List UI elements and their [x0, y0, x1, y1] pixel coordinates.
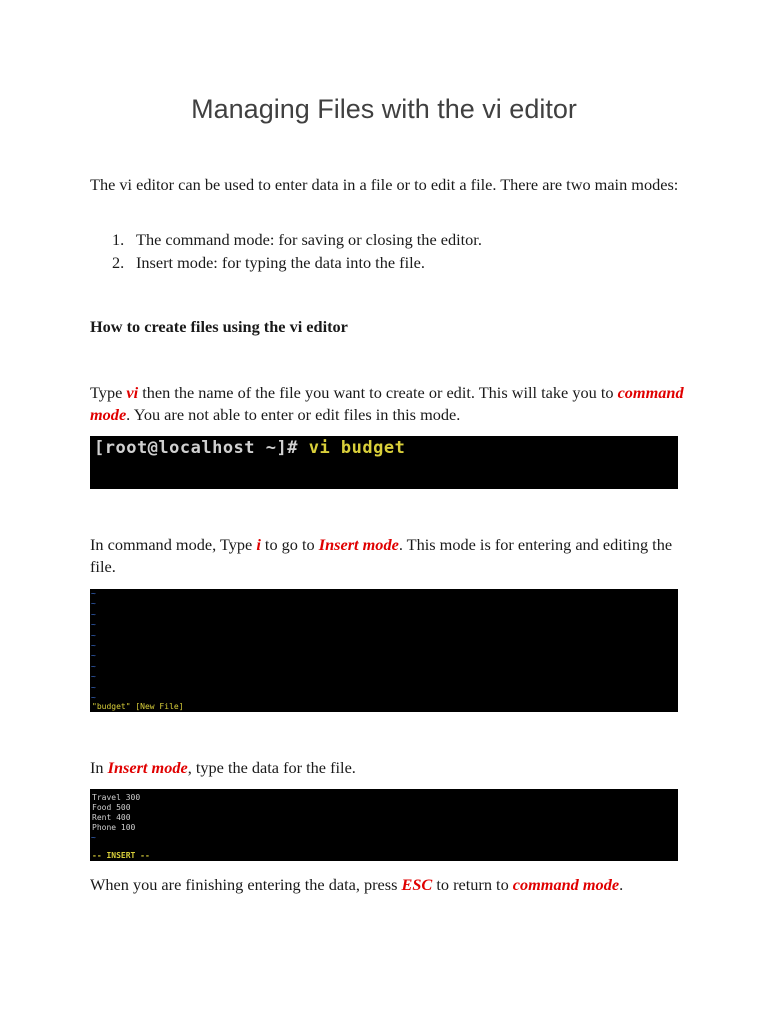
text-run: , type the data for the file. — [187, 758, 356, 777]
list-item — [112, 251, 482, 274]
tilde-column — [91, 833, 97, 843]
terminal-line — [94, 438, 405, 458]
vi-empty-line-marker: ~ — [91, 620, 96, 630]
esc-instructions — [90, 874, 690, 896]
text-run: When you are finishing entering the data, press — [90, 875, 402, 894]
list-item — [112, 228, 482, 251]
list-number: 2. — [112, 253, 125, 272]
terminal-screenshot-vi-insert — [90, 789, 678, 861]
vi-empty-line-marker: ~ — [91, 661, 96, 671]
vi-empty-line-marker: ~ — [91, 672, 96, 682]
file-line: Travel 300 — [92, 793, 141, 802]
insert-mode-keyword: Insert mode — [318, 535, 399, 554]
terminal-screenshot-command — [90, 436, 678, 489]
text-run: . You are not able to enter or edit files in this mode. — [126, 405, 461, 424]
vi-empty-line-marker: ~ — [91, 609, 96, 619]
list-number: 1. — [112, 230, 125, 249]
vi-empty-line-marker: ~ — [91, 599, 96, 609]
file-line: Rent 400 — [92, 813, 131, 822]
vi-empty-line-marker: ~ — [91, 651, 96, 661]
section-heading: How to create files using the vi editor — [90, 317, 348, 336]
file-content — [92, 793, 140, 833]
list-text: Insert mode: for typing the data into the file. — [136, 253, 425, 272]
esc-keyword: ESC — [401, 875, 433, 894]
tilde-column — [91, 589, 97, 703]
text-run: In command mode, Type — [90, 535, 257, 554]
file-line: Food 500 — [92, 803, 131, 812]
file-line: Phone 100 — [92, 823, 136, 832]
list-text: The command mode: for saving or closing the editor. — [136, 230, 482, 249]
vi-status-line: "budget" [New File] — [92, 702, 184, 711]
text-run: . This mode is for entering and editing the file. — [90, 535, 673, 576]
insert-instructions — [90, 534, 690, 578]
vi-status-line: -- INSERT -- — [92, 851, 150, 860]
insert-mode-keyword: Insert mode — [107, 758, 188, 777]
vi-empty-line-marker: ~ — [91, 640, 96, 650]
vi-empty-line-marker: ~ — [91, 833, 96, 842]
text-run: Type — [90, 383, 127, 402]
command-mode-keyword: command mode — [512, 875, 620, 894]
intro-paragraph: The vi editor can be used to enter data in a file or to edit a file. There are two main modes: — [90, 175, 679, 194]
text-run: In — [90, 758, 108, 777]
vi-empty-line-marker: ~ — [91, 692, 96, 702]
command-mode-keyword: command mode — [90, 383, 684, 424]
shell-command: vi budget — [308, 438, 406, 458]
text-run: then the name of the file you want to create or edit. This will take you to — [138, 383, 618, 402]
vi-empty-line-marker: ~ — [91, 682, 96, 692]
vi-keyword: vi — [126, 383, 139, 402]
shell-prompt: [root@localhost ~]# — [94, 438, 309, 458]
terminal-screenshot-vi-new-file — [90, 589, 678, 712]
text-run: to return to — [432, 875, 513, 894]
vi-empty-line-marker: ~ — [91, 589, 96, 598]
insert-data-instructions — [90, 757, 690, 779]
text-run: to go to — [260, 535, 319, 554]
i-keyword: i — [256, 535, 261, 554]
text-run: . — [619, 875, 624, 894]
create-instructions — [90, 382, 690, 426]
modes-list — [112, 228, 482, 274]
page-title: Managing Files with the vi editor — [191, 94, 577, 124]
vi-empty-line-marker: ~ — [91, 630, 96, 640]
